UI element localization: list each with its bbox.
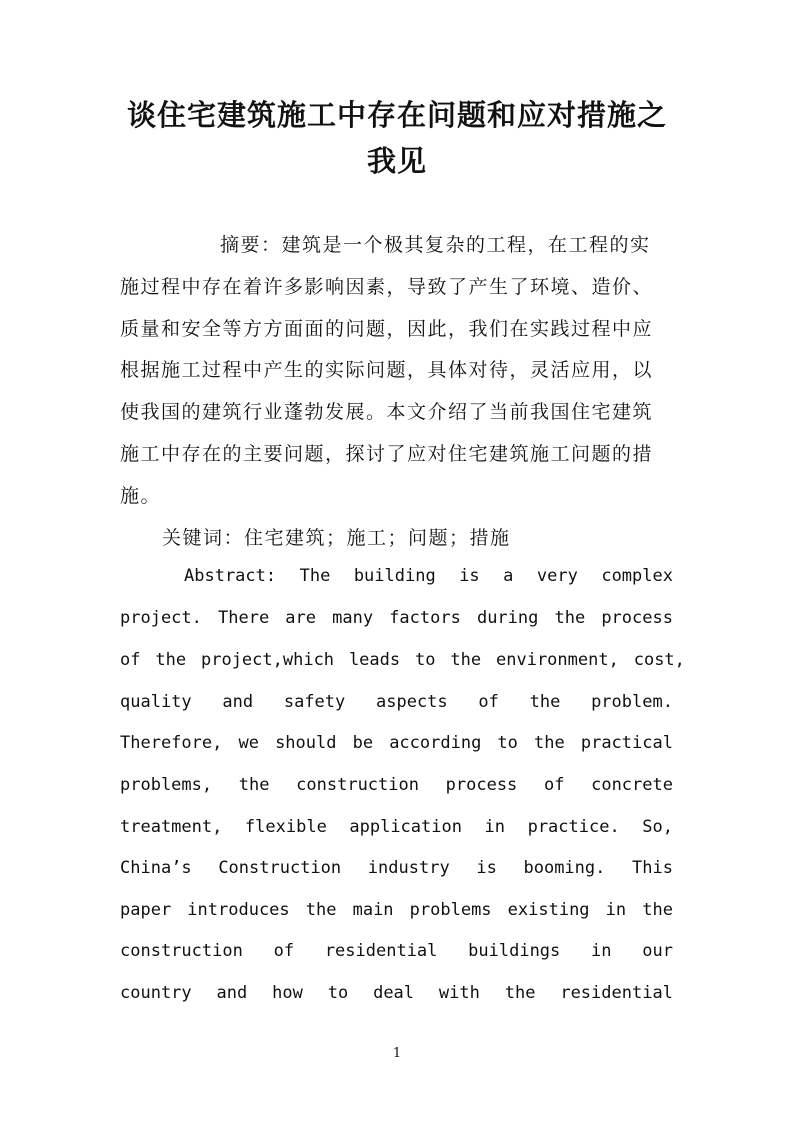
abstract-en-word: problems,: [120, 775, 213, 795]
abstract-en-word: deal: [373, 983, 415, 1003]
abstract-en-word: concrete: [591, 775, 673, 795]
abstract-en-word: introduces: [187, 900, 290, 920]
abstract-en-word: Therefore,: [120, 733, 223, 753]
abstract-en-word: building: [353, 566, 436, 586]
abstract-en-word: of: [120, 650, 141, 670]
abstract-en-word: and: [216, 983, 248, 1003]
abstract-en-word: very: [536, 566, 578, 586]
abstract-en-word: the: [504, 983, 536, 1003]
abstract-en-line: [120, 983, 673, 1003]
abstract-en-word: Construction: [218, 858, 342, 878]
abstract-en-word: environment,: [496, 650, 619, 670]
abstract-en-word: flexible: [244, 817, 327, 837]
abstract-en-word: practical: [580, 733, 673, 753]
abstract-en-word: of: [273, 941, 295, 961]
abstract-en-word: problem.: [591, 692, 673, 712]
abstract-en-word: to: [415, 650, 436, 670]
abstract-en-line: [120, 775, 673, 795]
abstract-cn-line: 施。: [120, 485, 162, 507]
abstract-en-word: according: [389, 733, 482, 753]
abstract-en-word: the: [305, 900, 337, 920]
abstract-en-word: the: [238, 775, 270, 795]
abstract-en-word: application: [349, 817, 462, 837]
abstract-en-word: during: [476, 608, 539, 628]
abstract-en-word: the: [155, 650, 187, 670]
abstract-en-word: the: [450, 650, 482, 670]
abstract-en-line: [120, 650, 685, 670]
abstract-cn-line: 使我国的建筑行业蓬勃发展。本文介绍了当前我国住宅建筑: [120, 401, 654, 423]
abstract-en-word: complex: [601, 566, 673, 586]
abstract-en-word: buildings: [468, 941, 561, 961]
abstract-en-word: There: [218, 608, 270, 628]
abstract-en-word: existing: [507, 900, 590, 920]
abstract-en-word: construction: [296, 775, 419, 795]
abstract-en-word: process: [601, 608, 673, 628]
document-title: [100, 92, 694, 184]
abstract-en-line: [120, 858, 673, 878]
abstract-en-word: booming.: [523, 858, 606, 878]
abstract-en-word: is: [459, 566, 480, 586]
page-number: 1: [392, 1046, 402, 1061]
abstract-en-word: should: [275, 733, 337, 753]
abstract-cn-line: 施工中存在的主要问题，探讨了应对住宅建筑施工问题的措: [120, 443, 654, 465]
abstract-en-line: [120, 733, 673, 753]
abstract-en-word: we: [238, 733, 259, 753]
keywords: 关键词：住宅建筑；施工；问题；措施: [162, 527, 511, 549]
abstract-en-word: in: [591, 941, 612, 961]
abstract-en-word: aspects: [376, 692, 448, 712]
abstract-en-word: residential: [560, 983, 673, 1003]
abstract-en-word: residential: [324, 941, 438, 961]
abstract-en-word: of: [543, 775, 565, 795]
abstract-cn-line: 施过程中存在着许多影响因素，导致了产生了环境、造价、: [120, 276, 654, 298]
abstract-en-word: The: [299, 566, 331, 586]
abstract-en-word: main: [352, 900, 394, 920]
abstract-en-word: to: [327, 983, 349, 1003]
abstract-en-word: to: [497, 733, 518, 753]
abstract-en-word: quality: [120, 692, 192, 712]
abstract-en-word: leads: [348, 650, 401, 670]
abstract-en-word: many: [332, 608, 374, 628]
abstract-en-word: be: [352, 733, 374, 753]
abstract-en-word: the: [534, 733, 565, 753]
abstract-en-word: practice.: [527, 817, 620, 837]
abstract-en-word: country: [120, 983, 192, 1003]
abstract-en-word: cost,: [633, 650, 685, 670]
abstract-en-word: construction: [120, 941, 243, 961]
abstract-en-word: the: [554, 608, 586, 628]
abstract-en-word: industry: [367, 858, 450, 878]
abstract-en-word: is: [476, 858, 497, 878]
abstract-en-word: factors: [389, 608, 461, 628]
abstract-en-line: [120, 608, 673, 628]
abstract-en-word: of: [478, 692, 499, 712]
abstract-en-word: in: [484, 817, 506, 837]
title-line-2: 我见: [366, 144, 427, 178]
abstract-en-line: [184, 566, 673, 586]
abstract-en-word: safety: [283, 692, 346, 712]
abstract-en-word: paper: [120, 900, 172, 920]
abstract-en-word: treatment,: [120, 817, 223, 837]
abstract-en-word: with: [438, 983, 480, 1003]
abstract-en-word: the: [642, 900, 673, 920]
abstract-en-word: how: [272, 983, 303, 1003]
abstract-en-word: process: [445, 775, 518, 795]
abstract-en-word: Abstract:: [184, 566, 277, 586]
abstract-en-line: [120, 817, 673, 837]
abstract-en-word: a: [503, 566, 514, 586]
abstract-en-word: project.: [120, 608, 202, 628]
abstract-en-line: [120, 692, 673, 712]
abstract-en-word: are: [285, 608, 317, 628]
title-line-1: 谈住宅建筑施工中存在问题和应对措施之: [126, 98, 667, 132]
abstract-en-word: in: [605, 900, 627, 920]
abstract-en-word: project,which: [200, 650, 335, 670]
abstract-cn-line: 质量和安全等方方面面的问题，因此，我们在实践过程中应: [120, 318, 654, 340]
abstract-en-word: our: [642, 941, 673, 961]
abstract-en-line: [120, 941, 673, 961]
abstract-en-word: problems: [409, 900, 492, 920]
abstract-en-word: and: [222, 692, 254, 712]
abstract-en-word: China’s: [120, 858, 192, 878]
abstract-en-line: [120, 900, 673, 920]
abstract-cn-line: 摘要：建筑是一个极其复杂的工程，在工程的实: [220, 234, 651, 256]
abstract-en-word: So,: [642, 817, 673, 837]
abstract-cn-line: 根据施工过程中产生的实际问题，具体对待，灵活应用，以: [120, 359, 654, 381]
abstract-en-word: This: [632, 858, 673, 878]
abstract-en-word: the: [529, 692, 561, 712]
